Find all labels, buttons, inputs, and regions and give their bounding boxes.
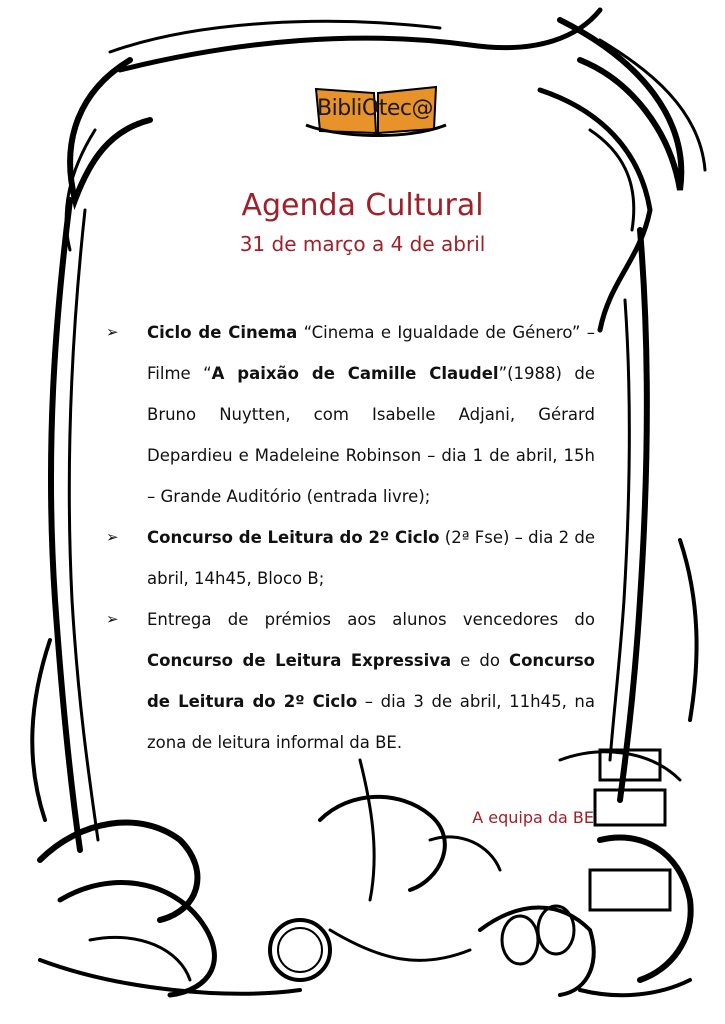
agenda-item <box>106 599 595 763</box>
agenda-item-text: “Cinema e Igualdade de Género” – Filme “ <box>147 323 595 383</box>
agenda-list <box>106 312 595 763</box>
arrow-bullet-icon: ➢ <box>106 528 119 546</box>
arrow-bullet-icon: ➢ <box>106 323 119 341</box>
agenda-item <box>106 517 595 599</box>
agenda-item-text: e do <box>451 651 509 670</box>
agenda-item-bold-text: Concurso de Leitura do 2º Ciclo <box>147 651 595 711</box>
agenda-item-text: – dia 3 de abril, 11h45, na zona de leitura informal da BE. <box>147 692 595 752</box>
arrow-bullet-icon: ➢ <box>106 610 119 628</box>
agenda-item-bold-text: A paixão de Camille Claudel <box>211 364 499 383</box>
agenda-item-bold-text: Concurso de Leitura Expressiva <box>147 651 452 670</box>
logo-text: BibliOtec@ <box>317 96 433 121</box>
agenda-item <box>106 312 595 517</box>
agenda-item-text: Entrega de prémios aos alunos vencedores do <box>147 610 595 629</box>
agenda-item-text: ”(1988) de Bruno Nuytten, com Isabelle Adjani, Gérard Depardieu e Madeleine Robinson – dia 1 de abril, 15h – Grande Auditório (entrada livre); <box>147 364 595 506</box>
agenda-item-bold-text: Concurso de Leitura do 2º Ciclo <box>147 528 440 547</box>
agenda-item-bold-text: Ciclo de Cinema <box>147 323 298 342</box>
agenda-item-text: (2ª Fse) – dia 2 de abril, 14h45, Bloco B; <box>147 528 595 588</box>
signature: A equipa da BE <box>472 808 594 827</box>
date-range: 31 de março a 4 de abril <box>239 232 486 256</box>
page-title: Agenda Cultural <box>241 188 484 223</box>
